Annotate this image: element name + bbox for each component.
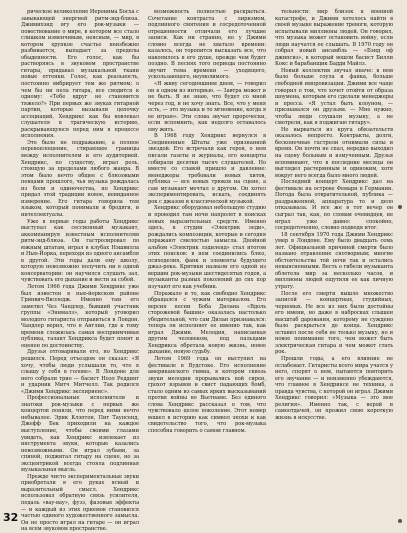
- paragraph: Поражало и то, как свободно Хендрикс обращался с чужим материалом. Его версия песни Боба Дилана «Вдоль сторожевой башни» оказалась настолько убедительной, что сам Дилан признавался: теперь он исполняет ее именно так, как играл Джими. Мелодия, написанная другим человеком, под пальцами Хендрикса обретала новую жизнь, новое дыхание, новую судьбу.: [148, 290, 266, 356]
- text-column-1: [21, 9, 139, 533]
- paragraph: Летом 1969 года он выступил на фестивале в Вудстоке. Его исполнение американского гимна, в котором сквозь звуки мелодии прорывались вой сирен, грохот взрывов и свист падающих бомб, стало одним из самых ярких высказываний против войны во Вьетнаме. Без единого слова Хендрикс рассказал о том, что чувствовало целое поколение. Этот номер вошел в историю как символ эпохи и как свидетельство того, что рок-музыка способна говорить о самом главном.: [148, 355, 266, 434]
- paragraph: Хендрикс оборудовал небольшую студию и проводил там ночи напролет в поисках новых выразительных средств. Именно здесь, в студии «Электрик леди», рождались композиции, которые и сегодня поражают смелостью замысла. Двойной альбом «Электрик лэдиленд» стал итогом этих поисков: в нем соединились блюз, психоделия, фанк и элементы будущего джаз-рока. Критики назвали его одной из вершин рок-музыки шестидесятых годов, а музыканты разных поколений до сих пор изучают его как учебник.: [148, 205, 266, 290]
- paragraph: возможность полностью раскрыться. Сочетание контраста с лиризмом, подлинного смятения и сосредоточенной отрешенности отличали его лучшие записи. Как ни странно, но у Джими словно всегда не хватало времени: казалось, он торопится высказать все, что накопилось в его душе, прежде чем будет поздно. В песнях того периода постоянно звучит тема времени — уходящего, ускользающего, неумолимого.: [148, 9, 266, 81]
- paragraph: Профессиональные исполнители и знатоки рок-музыки с первых же концертов поняли, что перед ними нечто небывалое. Эрик Клэптон, Пит Таунсенд, Джефф Бек приходили на каждое выступление, чтобы своими глазами увидеть, как Хендрикс извлекает из инструмента звуки, которые казались невозможными. Он играл зубами, за спиной, поджигал гитару на сцене, но за эксцентрикой всегда стояла подлинная музыкальная мысль.: [21, 395, 139, 474]
- paragraph: Новый коллектив звучал иначе: в нем было больше соула и фанка, больше свободной импровизации. Джими все чаще говорил о том, что хочет отойти от образа шоумена, которым его сделали менеджеры и пресса. «Я устал быть клоуном, — признавался он друзьям. — Мне нужно, чтобы люди слушали музыку, а не смотрели, как я поджигаю гитару».: [275, 67, 393, 127]
- paragraph: Уже в первые годы работы Хендрикс выступал как сессионный музыкант, аккомпанируя известным исполнителям ритм-энд-блюза. Он гастролировал по южным штатам, играл в клубах Нэшвилла и Нью-Йорка, переходя из одного ансамбля в другой. Эти годы дали ему школу, которую невозможно получить ни в одной консерватории: он научился слушать зал, чувствовать его дыхание и вести за собой.: [21, 218, 139, 284]
- paragraph: 18 сентября 1970 года Джими Хендрикс умер в Лондоне. Ему было двадцать семь лет. Официальной причиной смерти было названо отравление снотворным; многие обстоятельства той ночи так и остались невыясненными. Весть о гибели музыканта облетела мир за несколько часов, и миллионы людей ощутили ее как личную утрату.: [275, 231, 393, 290]
- paragraph: «Я живу сегодняшним днем, — говорил он в одном из интервью. — Завтра может и не быть. Я не знаю, что будет со мной через год, и не хочу знать. Все, что у меня есть, — это музыка и то мгновение, когда я ее играю». Эти слова звучат пророчески, если вспомнить, как недолго оставалось ему жить.: [148, 81, 266, 133]
- text-column-2: [148, 9, 266, 517]
- paragraph: После его смерти вышло множество записей — концертных, студийных, черновых. Не все из них были достойны его имени, но даже в набросках слышен масштаб дарования, которому не суждено было раскрыться до конца. Хендрикс оставил после себя не только музыку, но и новое понимание того, чем может быть электрическая гитара и чем может стать рок.: [275, 290, 393, 356]
- margin-dot-icon: [398, 519, 402, 523]
- page-number: 32: [3, 511, 19, 524]
- paragraph: Прежде чисто экспериментальные звуки приобретали в его руках ясный и выразительный смысл. Хендрикс использовал обратную связь усилителя, педаль «вау-вау», фузз, фазовые эффекты — и каждый из этих приемов становился частью единого художественного замысла. Он не просто играл на гитаре — он играл на всем звуковом пространстве.: [21, 473, 139, 533]
- paragraph: Это было не подражание, а полное перевоплощение, стирающее границы между исполнителем и его аудиторией. Хендрикс, по существу, играл роль, стоящую за пределами любого жанра. В этом было нечто общее с блюзовыми певцами прошлого, чья музыка рождалась из боли и одиночества, но Хендрикс придал этой традиции новое, невиданное измерение. Его гитара говорила тем языком, который понимали и бродяги, и интеллектуалы.: [21, 139, 139, 218]
- paragraph: тельности: мир близок к военной катастрофе, и Джими хотелось найти в своей музыке выражение тревоги, которую испытывали миллионы людей. Он говорил, что музыка может остановить войну, если люди научатся ее слышать. В 1970 году он собрал новый ансамбль — «Бэнд оф джипсиз», в который вошли басист Билли Кокс и барабанщик Бадди Майлз.: [275, 9, 393, 68]
- paragraph: Но вырваться из круга обязательств оказалось непросто. Контракты, долги, бесконечные гастроли отнимали силы и время. Он почти не спал, нередко выходил на сцену больным и измученным. Друзья вспоминают, что в последние месяцы он выглядел растерянным и одиноким, хотя вокруг него всегда было много людей.: [275, 126, 393, 179]
- text-columns: [21, 9, 393, 533]
- margin-dot-icon: [398, 205, 402, 209]
- paragraph: Друзья отговаривали его, но Хендрикс решился. Перед отъездом он сказал: «Я хочу, чтобы люди услышали то, что я слышу у себя в голове». В Лондоне для него собрали трио — басист Ноэл Реддинг и ударник Митч Митчелл. Так родился «Джими Хендрикс экспириенс».: [21, 349, 139, 395]
- text-column-3: [275, 9, 393, 517]
- paragraph: Последний концерт Хендрикс дал на фестивале на острове Фемарн в Германии. Погода была отвратительной, публика — раздраженной, аппаратура то и дело отказывала. И все же в тот вечер он сыграл так, как, по словам очевидцев, не играл уже давно: спокойно, сосредоточенно, словно подводя итог.: [275, 179, 393, 232]
- paragraph: В 1968 году Хендрикс вернулся в Соединенные Штаты уже признанной звездой. Его встречали как героя, о нем писали газеты и журналы, его концерты собирали десятки тысяч слушателей. Но вместе со славой пришло и давление: менеджеры требовали новых хитов, публика — все новых трюков на сцене, а сам музыкант мечтал о другом. Он хотел экспериментировать, искать, соединять рок с джазом и классической музыкой.: [148, 133, 266, 205]
- paragraph: Летом 1966 года Джими Хендрикс уже был известен в нью-йоркском районе Гринвич-Вилледж. Именно там его заметил Чез Чандлер, бывший участник группы «Энималз», который уговорил молодого гитариста отправиться в Лондон. Чандлер верил, что в Англии, где к тому времени сложилась самая восприимчивая публика, талант Хендрикса будет понят и оценен по достоинству.: [21, 283, 139, 349]
- paragraph: Прошли годы, а его влияние не ослабевает. Гитаристы всего мира учатся у него, спорят о нем, пытаются повторить его звучание — и неизменно убеждаются, что главное в Хендриксе не техника, а правда чувства, с которой он играл. Джими Хендрикс говорил: «Музыка — это мое религия». Именно так, с верой и самоотдачей, он прожил свою короткую жизнь в искусстве.: [275, 355, 393, 421]
- paragraph: рическое великолепие Иеронима Босха с завывающей энергией ритм-энд-блюза. Джимихэнд вгу его рок-музыки — повествование о мире, в котором все стало слишком изменчивым, неясным, — мир, в котором хрупкое счастье неизбежно разбивается, выпадает за пределы обыденности. Его голос, как бы растворяясь в звуковом пространстве гитары, придавал музыкальной ткани новые оттенки. Голос, как реальность, постоянно вибрирует тем же ритмом; о чем бы ни пела гитара, все сводится к одному: «Тебе вдруг не становится тяжело?» При первых же звуках гитарной партии, которые вызывали цепочку ассоциаций, Хендрикс как бы вовлекал слушателя в трагическую историю, раскрывающуюся перед ним в процессе исполнения.: [21, 9, 139, 140]
